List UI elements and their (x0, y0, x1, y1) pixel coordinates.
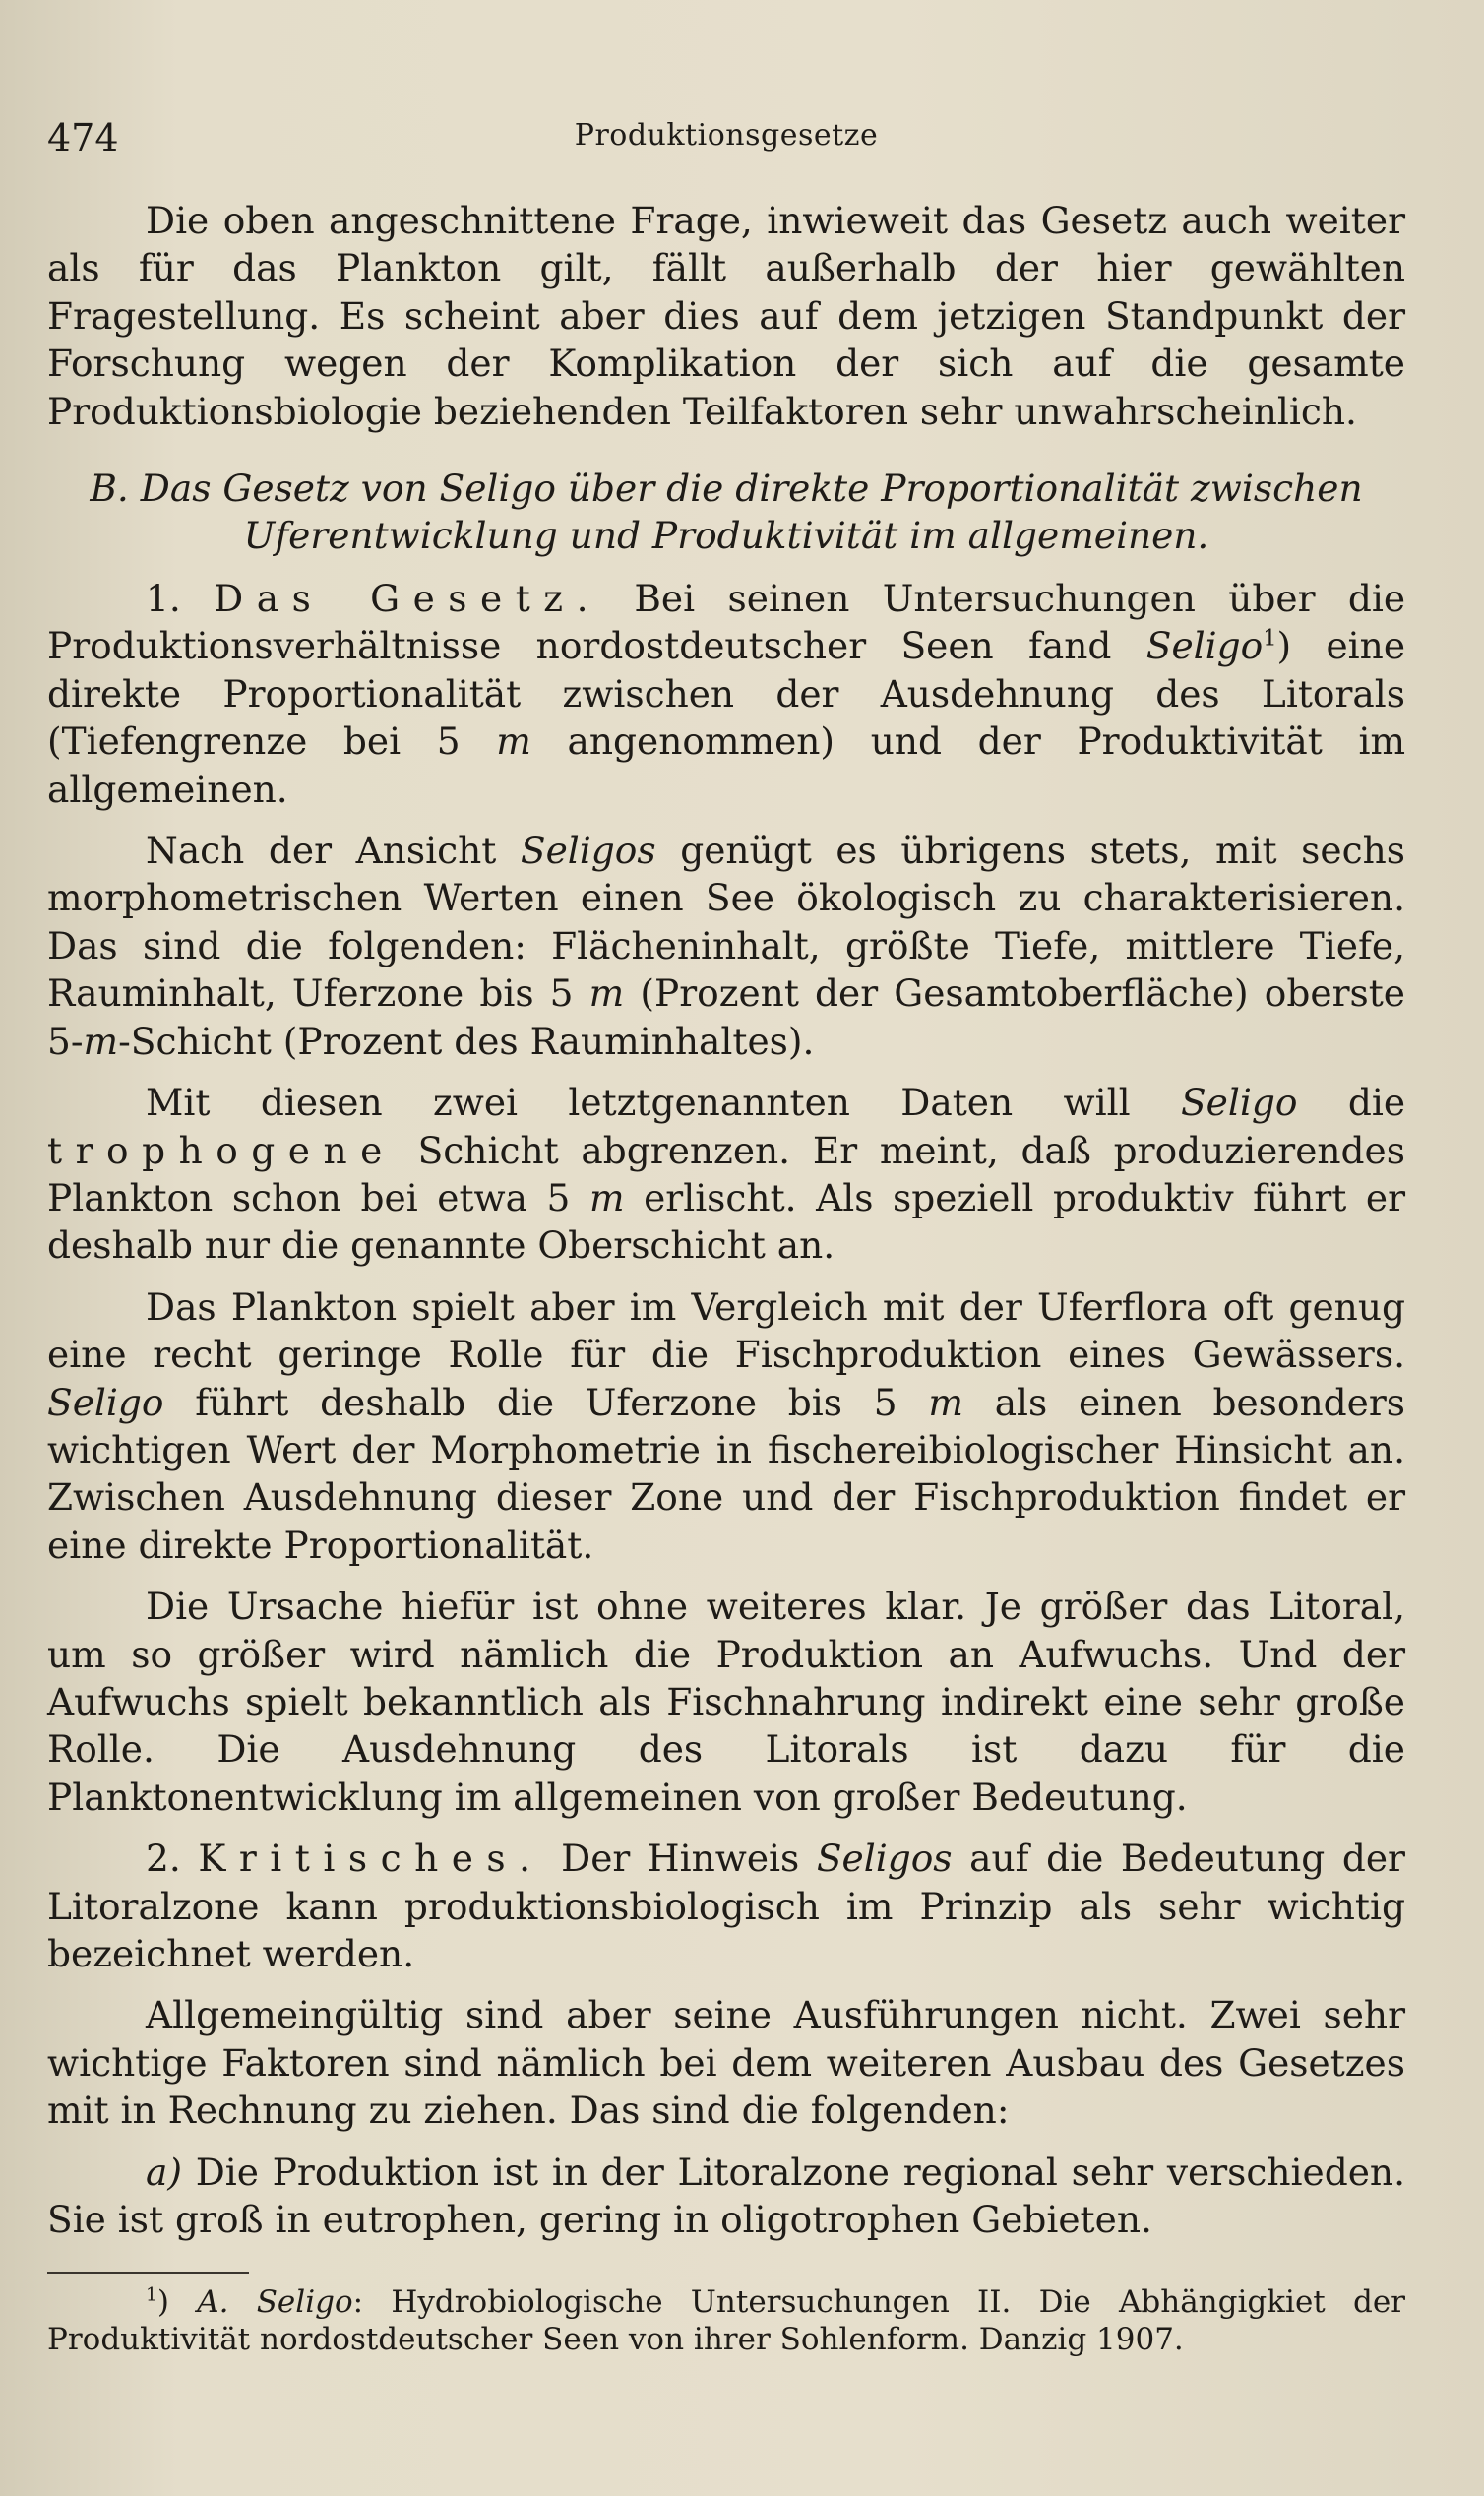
author-name: Seligo (1145, 624, 1264, 668)
paragraph-text: Allgemeingültig sind aber seine Ausführungen nicht. Zwei sehr wichtige Faktoren sind nämlich bei dem weiteren Ausbau des Gesetzes mit in Rechnung zu ziehen. Das sind die folgenden: (47, 1993, 1405, 2133)
paragraph-text: als einen besonders wichtigen Wert der Morphometrie in fischereibiologischer Hinsicht an. Zwischen Ausdehnung dieser Zone und der Fischproduktion findet er eine direkte Proportionalität. (47, 1380, 1406, 1567)
paragraph-point-a (47, 2149, 1405, 2244)
paragraph-text: Der Hinweis (561, 1837, 800, 1881)
paragraph-text: die (1347, 1081, 1406, 1125)
heading-line-2: Uferentwicklung und Produktivität im allgemeinen. (243, 514, 1209, 558)
page-header (47, 116, 1405, 165)
page-number: 474 (47, 116, 119, 159)
paragraph-kritisches (47, 1835, 1405, 1977)
heading-line-1: B. Das Gesetz von Seligo über die direkte Proportionalität zwischen (90, 467, 1363, 511)
paragraph-plankton (47, 1283, 1405, 1569)
footnote: $^1$) A. Seligo: Hydrobiologische Untersuchungen II. Die Abhängigkiet der Produktivität nordostdeutscher Seen von ihrer Sohlenform. Danzig 1907. (47, 2284, 1406, 2357)
unit: m (496, 719, 531, 764)
section-heading (47, 465, 1405, 559)
body-text (47, 197, 1405, 2257)
paragraph-text: (Prozent der Gesamtoberfläche) oberste 5- (47, 971, 1406, 1063)
paragraph-das-gesetz (47, 575, 1405, 813)
footnote-reference: 1 (1263, 625, 1277, 652)
paragraph-text: Die Ursache hiefür ist ohne weiteres klar. Je größer das Litoral, um so größer wird nämlich die Produktion an Aufwuchs. Und der Aufwuchs spielt bekanntlich als Fischnahrung indirekt eine sehr große Rolle. Die Ausdehnung des Litorals ist dazu für die Planktonentwicklung im allgemeinen von großer Bedeutung. (47, 1585, 1405, 1819)
unit: m (588, 1175, 625, 1219)
paragraph-text: erlischt. Als speziell produktiv führt er deshalb nur die genannte Oberschicht an. (47, 1175, 1405, 1268)
footnote-rule (47, 2272, 249, 2274)
author-name: Seligos (520, 829, 656, 873)
list-label: a) (146, 2150, 182, 2194)
paragraph-text: Schicht abgrenzen. Er meint, daß produzierendes Plankton schon bei etwa 5 (47, 1128, 1405, 1219)
author-name: Seligo (47, 1380, 164, 1424)
subsection-number: 1. (146, 577, 181, 621)
footnote-marker: 1 (146, 2284, 157, 2306)
unit: m (588, 971, 625, 1016)
running-head: Produktionsgesetze (574, 118, 879, 153)
author-name: Seligos (816, 1837, 953, 1881)
paragraph-ursache (47, 1583, 1405, 1821)
paragraph-trophogene (47, 1079, 1405, 1270)
paragraph-text: Die oben angeschnittene Frage, inwieweit das Gesetz auch weiter als für das Plankton gilt, fällt außerhalb der hier gewählten Fragestellung. Es scheint aber dies auf dem jetzigen Standpunkt der Forschung wegen der Komplikation der sich auf die gesamte Produktionsbiologie beziehenden Teilfaktoren sehr unwahrscheinlich. (47, 199, 1405, 433)
paragraph-text: Mit diesen zwei letztgenannten Daten will (146, 1081, 1131, 1125)
spaced-term: trophogene (47, 1128, 396, 1172)
paragraph-text: -Schicht (Prozent des Rauminhaltes). (118, 1019, 815, 1063)
paragraph-text: führt deshalb die Uferzone bis 5 (195, 1380, 897, 1424)
paragraph-text: auf die Bedeutung der Litoralzone kann produktionsbiologisch im Prinzip als sehr wichtig bezeichnet werden. (47, 1837, 1405, 1975)
paragraph-text: Die Produktion ist in der Litoralzone regional sehr verschieden. Sie ist groß in eutrophen, gering in oligotrophen Gebieten. (47, 2150, 1405, 2242)
paragraph-ansicht (47, 827, 1405, 1065)
paragraph-text: Das Plankton spielt aber im Vergleich mit der Uferflora oft genug eine recht geringe Rolle für die Fischproduktion eines Gewässers. (47, 1284, 1405, 1377)
paragraph-text: Nach der Ansicht (146, 829, 497, 873)
paragraph-text: genügt es übrigens stets, mit sechs morphometrischen Werten einen See ökologisch zu charakterisieren. Das sind die folgenden: Flächeninhalt, größte Tiefe, mittlere Tiefe, Rauminhalt, Uferzone bis 5 (47, 829, 1406, 1016)
paragraph-text: ) eine direkte Proportionalität zwischen der Ausdehnung des Litorals (Tiefengrenze bei 5 (47, 624, 1406, 764)
footnote-author: A. Seligo (197, 2284, 353, 2320)
subsection-title: Kritisches. (198, 1837, 544, 1881)
paragraph-allgemeingueltig (47, 1991, 1405, 2134)
footnote-text: : Hydrobiologische Untersuchungen II. Die Abhängigkiet der Produktivität nordostdeutscher Seen von ihrer Sohlenform. Danzig 1907. (47, 2284, 1406, 2357)
unit: m (83, 1019, 119, 1063)
subsection-title: Das Gesetz. (214, 577, 601, 621)
paragraph-text: angenommen) und der Produktivität im allgemeinen. (47, 719, 1405, 811)
author-name: Seligo (1180, 1081, 1298, 1125)
unit: m (928, 1380, 963, 1424)
paragraph-text: Bei seinen Untersuchungen über die Produktionsverhältnisse nordostdeutscher Seen fand (47, 577, 1406, 668)
subsection-number: 2. (146, 1837, 181, 1881)
paragraph-intro (47, 197, 1405, 435)
